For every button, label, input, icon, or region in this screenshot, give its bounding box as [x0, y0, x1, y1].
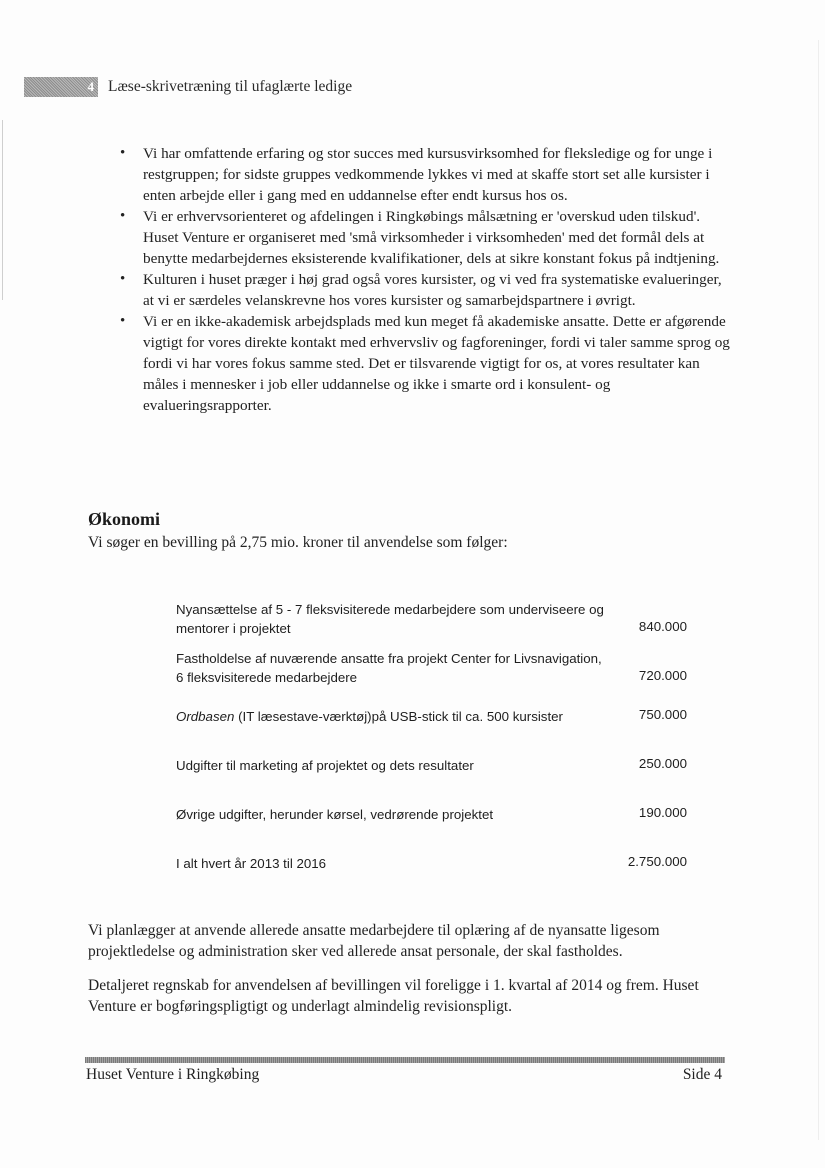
- budget-description: Udgifter til marketing af projektet og dets resultater: [176, 758, 474, 773]
- footer-organization: Huset Venture i Ringkøbing: [86, 1066, 260, 1083]
- budget-description: Øvrige udgifter, herunder kørsel, vedrørende projektet: [176, 807, 494, 822]
- footer-rule: [85, 1057, 725, 1063]
- budget-description-italic: Ordbasen: [176, 709, 235, 724]
- page-number-badge: 4: [24, 77, 98, 97]
- budget-total-amount: 2.750.000: [627, 854, 687, 869]
- budget-description: Fastholdelse af nuværende ansatte fra projekt Center for Livsnavigation, 6 fleksvisiterede medarbejdere: [176, 651, 602, 685]
- budget-description: [176, 707, 606, 726]
- footer-page-label: Side 4: [682, 1066, 722, 1083]
- budget-amount: 250.000: [638, 756, 687, 771]
- bullet-list: [118, 143, 730, 416]
- budget-description-rest: (IT læsestave-værktøj)på USB-stick til ca. 500 kursister: [234, 709, 563, 724]
- budget-amount: 840.000: [638, 619, 687, 634]
- page-header: [24, 76, 352, 98]
- bullet-item: • Vi er erhvervsorienteret og afdelingen i Ringkøbings målsætning er 'overskud uden tilskud'. Huset Venture er organiseret med 'små virksomheder i virksomheden' med det formål dels at benytte medarbejdernes eksisterende kvalifikationer, dels at sikre konstant fokus på indtjening.: [118, 206, 730, 269]
- section-intro: Vi søger en bevilling på 2,75 mio. kroner til anvendelse som følger:: [88, 534, 508, 551]
- body-paragraph: Detaljeret regnskab for anvendelsen af bevillingen vil foreligge i 1. kvartal af 2014 og frem. Huset Venture er bogføringspligtigt og underlagt almindelig revisionspligt.: [88, 977, 699, 1015]
- scan-edge-mark: [2, 120, 3, 300]
- bullet-item: • Vi har omfattende erfaring og stor succes med kursusvirksomhed for fleksledige og for unge i restgruppen; for sidste gruppes vedkommende lykkes vi med at skaffe stort set alle kursister i enten arbejde eller i gang med en uddannelse efter endt kursus hos os.: [118, 143, 730, 206]
- budget-description: Nyansættelse af 5 - 7 fleksvisiterede medarbejdere som underviseere og mentorer i projektet: [176, 602, 604, 636]
- bullet-item: • Vi er en ikke-akademisk arbejdsplads med kun meget få akademiske ansatte. Dette er afgørende vigtigt for vores direkte kontakt med erhvervsliv og fagforeninger, fordi vi taler samme sprog og fordi vi har vores fokus samme sted. Det er tilsvarende vigtigt for os, at vores resultater kan måles i mennesker i job eller uddannelse og ikke i smarte ord i konsulent- og evalueringsrapporter.: [118, 311, 730, 416]
- header-title: Læse-skrivetræning til ufaglærte ledige: [108, 78, 353, 95]
- budget-amount: 750.000: [638, 707, 687, 722]
- budget-amount: 190.000: [638, 805, 687, 820]
- budget-amount: 720.000: [638, 668, 687, 683]
- scan-edge-mark: [818, 40, 819, 1140]
- budget-description: I alt hvert år 2013 til 2016: [176, 856, 327, 871]
- body-paragraph: Vi planlægger at anvende allerede ansatte medarbejdere til oplæring af de nyansatte ligesom projektledelse og administration sker ved allerede ansat personale, der skal fastholdes.: [88, 922, 660, 960]
- section-heading: Økonomi: [88, 509, 161, 529]
- bullet-item: • Kulturen i huset præger i høj grad også vores kursister, og vi ved fra systematiske evalueringer, at vi er særdeles velanskrevne hos vores kursister og samarbejdspartnere i øvrigt.: [118, 269, 730, 311]
